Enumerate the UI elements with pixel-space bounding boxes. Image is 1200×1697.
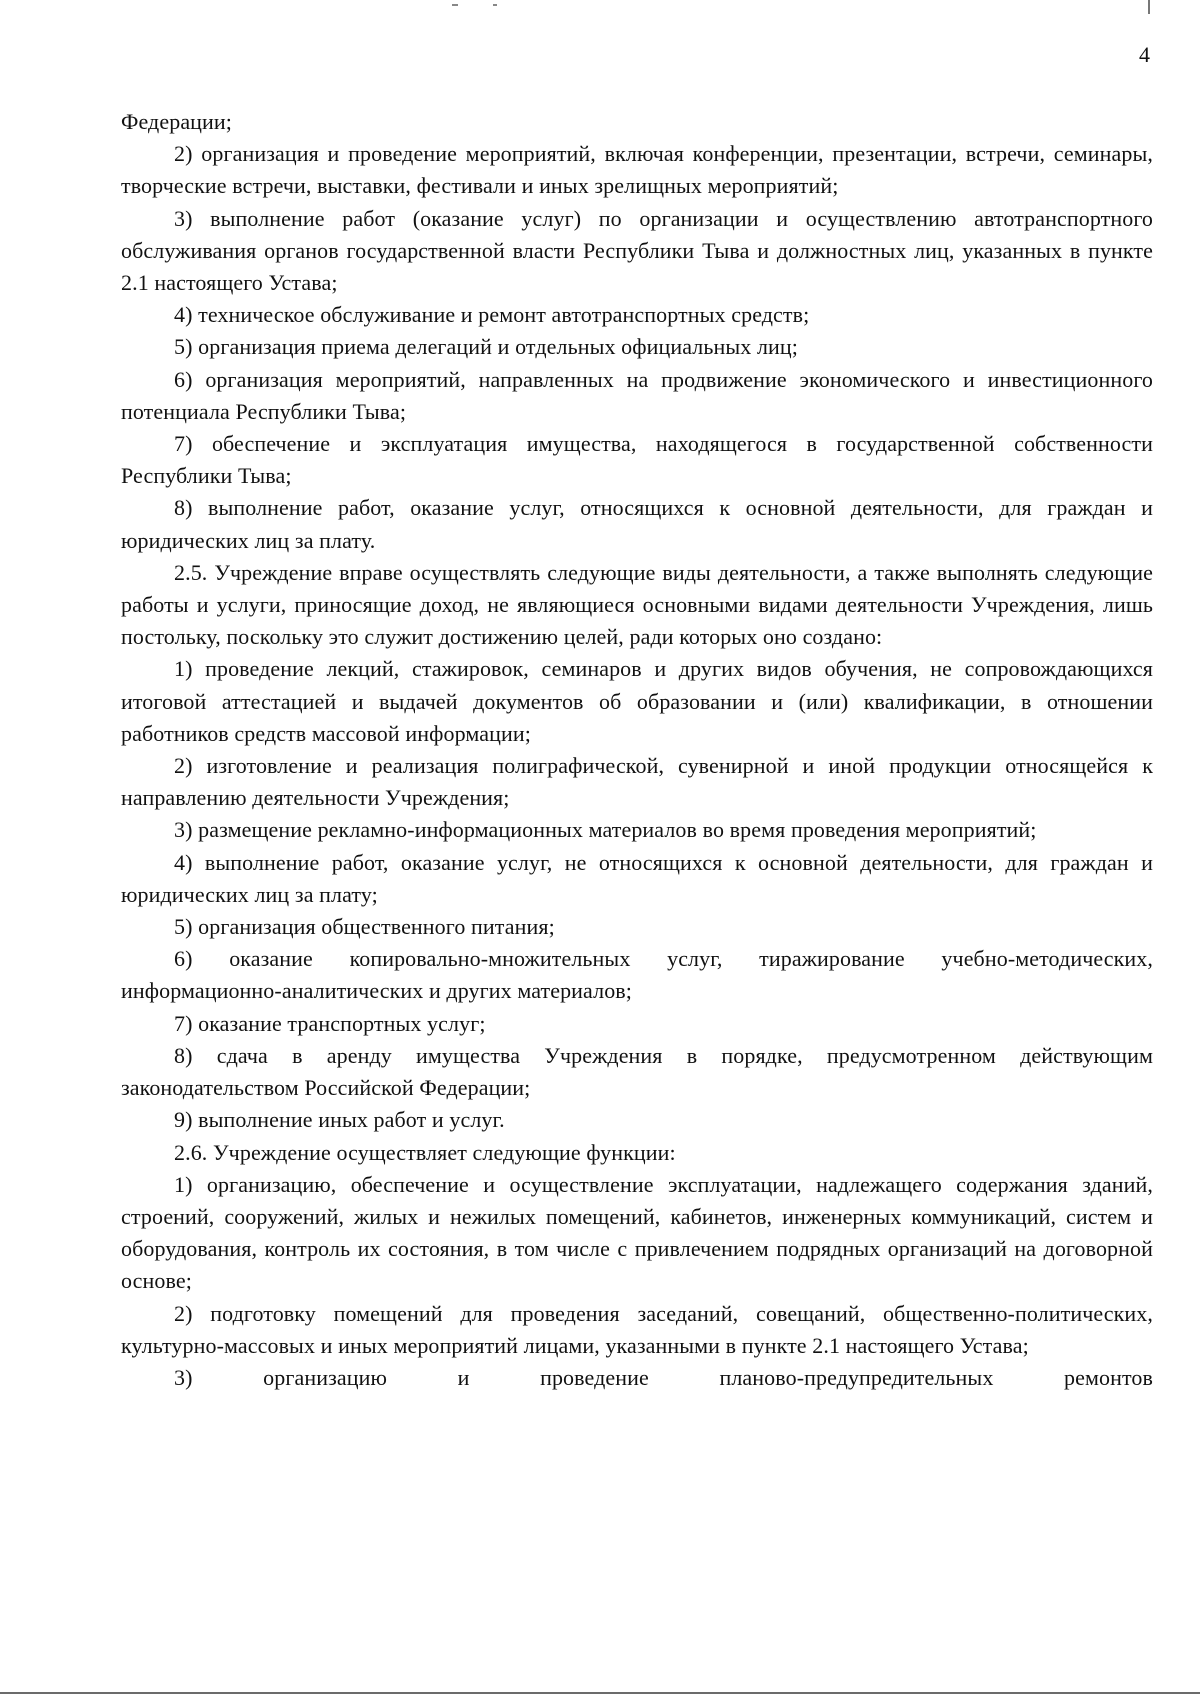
paragraph: 6) организация мероприятий, направленных на продвижение экономического и инвестиционного потенциала Республики Тыва; — [121, 366, 1153, 424]
paragraph: 2.6. Учреждение осуществляет следующие функции: — [174, 1139, 676, 1165]
scan-speck — [452, 4, 458, 6]
paragraph: 5) организация общественного питания; — [174, 914, 555, 940]
paragraph: 5) организация приема делегаций и отдельных официальных лиц; — [174, 334, 799, 360]
paragraph: 4) техническое обслуживание и ремонт автотранспортных средств; — [174, 302, 810, 328]
paragraph: Федерации; — [121, 109, 233, 134]
paragraph: 9) выполнение иных работ и услуг. — [174, 1107, 505, 1133]
paragraph: 2.5. Учреждение вправе осуществлять следующие виды деятельности, а также выполнять следующие работы и услуги, приносящие доход, не являющиеся основными видами деятельности Учреждения, лишь постольку, поскольку это служит достижению целей, ради которых оно создано: — [121, 559, 1153, 650]
paragraph: 3) организацию и проведение планово-предупредительных ремонтов — [174, 1364, 1153, 1390]
paragraph: 3) выполнение работ (оказание услуг) по организации и осуществлению автотранспортного обслуживания органов государственной власти Республики Тыва и должностных лиц, указанных в пункте 2.1 настоящего Устава; — [121, 205, 1153, 296]
document-body — [121, 106, 1153, 1394]
paragraph: 2) изготовление и реализация полиграфической, сувенирной и иной продукции относящейся к направлению деятельности Учреждения; — [121, 753, 1153, 811]
paragraph: 1) проведение лекций, стажировок, семинаров и других видов обучения, не сопровождающихся итоговой аттестацией и выдачей документов об образовании и (или) квалификации, в отношении работников средств массовой информации; — [121, 656, 1153, 746]
paragraph: 3) размещение рекламно-информационных материалов во время проведения мероприятий; — [174, 817, 1037, 843]
paragraph: 7) оказание транспортных услуг; — [174, 1010, 486, 1036]
scan-edge-mark — [1148, 0, 1150, 14]
paragraph: 2) организация и проведение мероприятий, включая конференции, презентации, встречи, семинары, творческие встречи, выставки, фестивали и иных зрелищных мероприятий; — [121, 141, 1153, 199]
paragraph: 8) сдача в аренду имущества Учреждения в порядке, предусмотренном действующим законодательством Российской Федерации; — [121, 1042, 1153, 1101]
scan-bottom-edge — [0, 1692, 1200, 1694]
paragraph: 8) выполнение работ, оказание услуг, относящихся к основной деятельности, для граждан и юридических лиц за плату. — [121, 495, 1153, 553]
paragraph: 2) подготовку помещений для проведения заседаний, совещаний, общественно-политических, культурно-массовых и иных мероприятий лицами, указанными в пункте 2.1 настоящего Устава; — [121, 1300, 1153, 1358]
paragraph: 4) выполнение работ, оказание услуг, не относящихся к основной деятельности, для граждан и юридических лиц за плату; — [121, 849, 1153, 907]
paragraph: 6) оказание копировально-множительных услуг, тиражирование учебно-методических, информационно-аналитических и других материалов; — [121, 946, 1153, 1004]
paragraph: 7) обеспечение и эксплуатация имущества, находящегося в государственной собственности Республики Тыва; — [121, 431, 1153, 489]
scan-speck — [493, 4, 497, 6]
page-number: 4 — [1139, 42, 1150, 67]
paragraph: 1) организацию, обеспечение и осуществление эксплуатации, надлежащего содержания зданий, строений, сооружений, жилых и нежилых помещений, кабинетов, инженерных коммуникаций, систем и оборудования, контроль их состояния, в том числе с привлечением подрядных организаций на договорной основе; — [121, 1171, 1153, 1294]
